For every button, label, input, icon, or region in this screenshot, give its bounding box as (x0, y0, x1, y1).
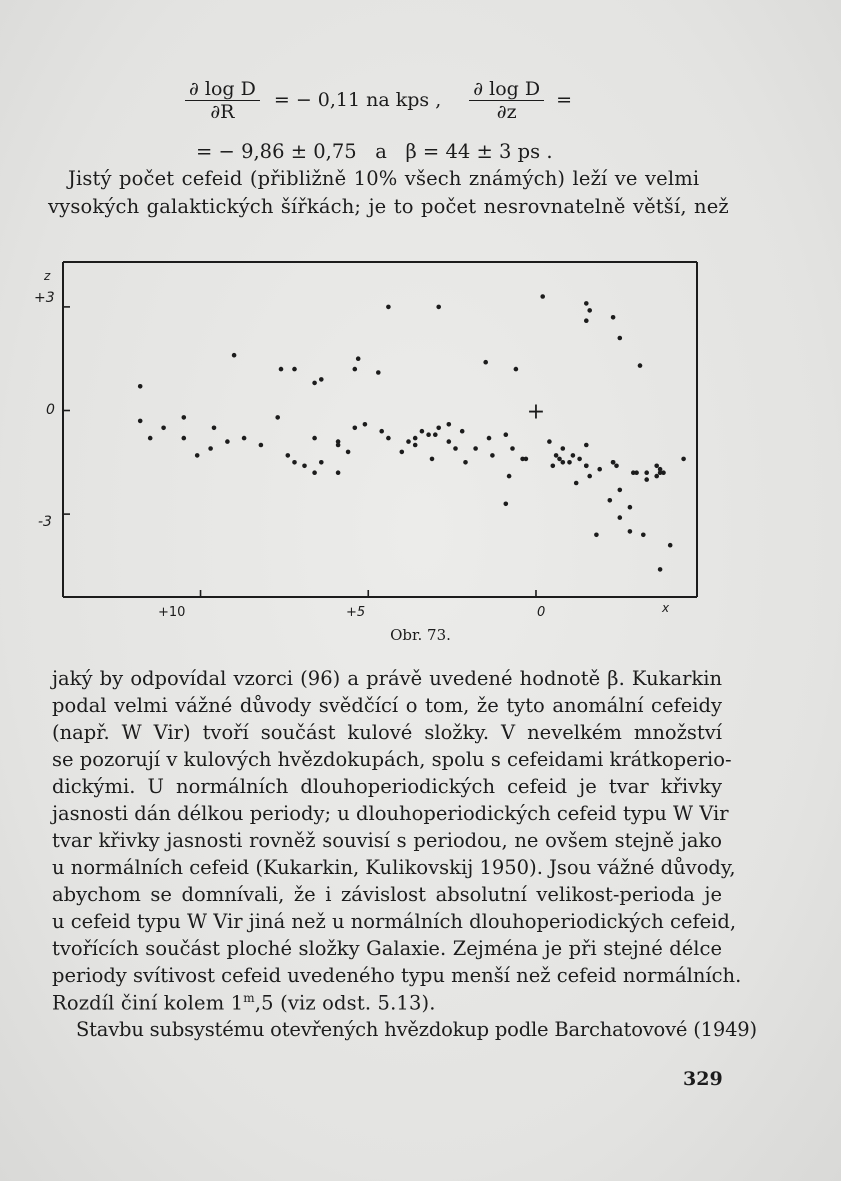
paragraph-line: tvořících součást ploché složky Galaxie. Zejména je při stejné délce (52, 937, 722, 960)
data-point (433, 432, 438, 437)
data-point (420, 429, 425, 434)
data-point (386, 305, 391, 310)
x-tick-label-0: 0 (537, 605, 546, 620)
sun-plus-marker: + (526, 399, 546, 425)
page-number: 329 (683, 1068, 723, 1090)
data-point (514, 367, 519, 372)
x-axis-name: x (662, 601, 670, 615)
data-point (312, 436, 317, 441)
data-point (557, 457, 562, 462)
data-point (507, 474, 512, 479)
data-point (138, 384, 143, 389)
data-point (319, 460, 324, 465)
data-point (587, 474, 592, 479)
paragraph-line: abychom se domnívali, že i závislost absolutní velikost-perioda je (52, 883, 722, 906)
data-point (447, 422, 452, 427)
data-point (561, 460, 566, 465)
data-point (182, 436, 187, 441)
data-point (658, 567, 663, 572)
data-point (302, 464, 307, 469)
data-point (611, 460, 616, 465)
data-point (618, 515, 623, 520)
data-point (363, 422, 368, 427)
data-point (584, 443, 589, 448)
data-point (225, 439, 230, 444)
fraction-lhs-numerator: ∂ log D (185, 78, 260, 101)
data-point (668, 543, 673, 548)
data-point (577, 457, 582, 462)
data-point (614, 464, 619, 469)
y-axis-name: z (44, 269, 51, 283)
data-point (400, 450, 405, 455)
data-point (436, 305, 441, 310)
x-tick-label-plus5: +5 (346, 605, 366, 620)
paragraph-line: u normálních cefeid (Kukarkin, Kulikovskij 1950). Jsou vážné důvody, (52, 856, 736, 879)
axis-ticks (63, 307, 536, 597)
data-point (644, 470, 649, 475)
data-point (618, 488, 623, 493)
data-point (242, 436, 247, 441)
magnitude-superscript: m (243, 991, 255, 1005)
data-point (386, 436, 391, 441)
data-point (594, 533, 599, 538)
last-line-suffix: ,5 (viz odst. 5.13). (254, 991, 436, 1015)
data-point (336, 443, 341, 448)
y-tick-label-plus3: +3 (34, 290, 55, 306)
data-point (504, 432, 509, 437)
data-point (426, 432, 431, 437)
data-point (212, 426, 217, 431)
data-point (618, 336, 623, 341)
data-point (346, 450, 351, 455)
data-point (561, 446, 566, 451)
data-point (540, 294, 545, 299)
data-point (379, 429, 384, 434)
data-point (463, 460, 468, 465)
data-point (413, 443, 418, 448)
data-point (406, 439, 411, 444)
data-point (208, 446, 213, 451)
fraction-rhs-numerator: ∂ log D (469, 78, 544, 101)
data-point (597, 467, 602, 472)
data-point (447, 439, 452, 444)
data-point (628, 529, 633, 534)
data-point (312, 381, 317, 386)
data-point (490, 453, 495, 458)
data-point (611, 315, 616, 320)
data-point (504, 502, 509, 507)
paragraph-last-line (52, 991, 436, 1015)
sun-marker (527, 400, 545, 425)
data-point (571, 453, 576, 458)
data-point (483, 360, 488, 365)
data-point (353, 367, 358, 372)
data-point (138, 419, 143, 424)
data-point (292, 460, 297, 465)
data-point (567, 460, 572, 465)
data-point (584, 464, 589, 469)
paragraph-top-line-1: Jistý počet cefeid (přibližně 10% všech známých) leží ve velmi (68, 167, 700, 190)
equation-line-2: = − 9,86 ± 0,75 a β = 44 ± 3 ps . (196, 140, 553, 163)
data-points (138, 294, 686, 572)
data-point (551, 464, 556, 469)
fraction-lhs-denominator: ∂R (210, 101, 235, 123)
paragraph-line: periody svítivost cefeid uvedeného typu menší než cefeid normálních. (52, 964, 742, 987)
data-point (292, 367, 297, 372)
data-point (628, 505, 633, 510)
data-point (510, 446, 515, 451)
data-point (587, 308, 592, 313)
data-point (654, 474, 659, 479)
paragraph-line: tvar křivky jasnosti rovněž souvisí s periodou, ne ovšem stejně jako (52, 829, 722, 852)
data-point (658, 470, 663, 475)
last-line-prefix: Rozdíl činí kolem 1 (52, 991, 244, 1015)
data-point (584, 301, 589, 306)
data-point (584, 318, 589, 323)
data-point (473, 446, 478, 451)
paragraph-line: (např. W Vir) tvoří součást kulové složky. V nevelkém množství (52, 721, 722, 744)
paragraph-line: podal velmi vážné důvody svědčící o tom, že tyto anomální cefeidy (52, 694, 722, 717)
data-point (574, 481, 579, 486)
final-line: Stavbu subsystému otevřených hvězdokup podle Barchatovové (1949) (76, 1018, 757, 1041)
data-point (336, 470, 341, 475)
x-tick-label-plus10: +10 (158, 605, 186, 620)
paragraph-line: se pozorují v kulových hvězdokupách, spolu s cefeidami krátkoperio- (52, 748, 732, 771)
data-point (413, 436, 418, 441)
fraction-rhs-denominator: ∂z (496, 101, 517, 123)
plot-frame (63, 262, 697, 597)
data-point (161, 426, 166, 431)
data-point (275, 415, 280, 420)
data-point (182, 415, 187, 420)
data-point (259, 443, 264, 448)
data-point (148, 436, 153, 441)
equation-middle: = − 0,11 na kps , (273, 88, 442, 111)
data-point (356, 356, 361, 361)
paragraph-line: jasnosti dán délkou periody; u dlouhoperiodických cefeid typu W Vir (52, 802, 729, 825)
paragraph-line: dickými. U normálních dlouhoperiodických cefeid je tvar křivky (52, 775, 722, 798)
data-point (430, 457, 435, 462)
data-point (353, 426, 358, 431)
data-point (376, 370, 381, 375)
data-point (436, 426, 441, 431)
data-point (487, 436, 492, 441)
data-point (279, 367, 284, 372)
data-point (319, 377, 324, 382)
data-point (681, 457, 686, 462)
data-point (195, 453, 200, 458)
data-point (554, 453, 559, 458)
data-point (453, 446, 458, 451)
data-point (638, 363, 643, 368)
data-point (460, 429, 465, 434)
equation-end: = (556, 88, 573, 111)
data-point (312, 470, 317, 475)
data-point (608, 498, 613, 503)
data-point (524, 457, 529, 462)
data-point (641, 533, 646, 538)
data-point (547, 439, 552, 444)
paragraph-line: jaký by odpovídal vzorci (96) a právě uvedené hodnotě β. Kukarkin (52, 667, 722, 690)
data-point (286, 453, 291, 458)
data-point (232, 353, 237, 358)
figure-caption: Obr. 73. (390, 626, 451, 644)
data-point (644, 477, 649, 482)
paragraph-line: u cefeid typu W Vir jiná než u normálních dlouhoperiodických cefeid, (52, 910, 737, 933)
y-tick-label-0: 0 (46, 402, 55, 418)
data-point (654, 464, 659, 469)
y-tick-label-minus3: -3 (38, 514, 52, 530)
data-point (631, 470, 636, 475)
paragraph-top-line-2: vysokých galaktických šířkách; je to počet nesrovnatelně větší, než (48, 195, 729, 218)
